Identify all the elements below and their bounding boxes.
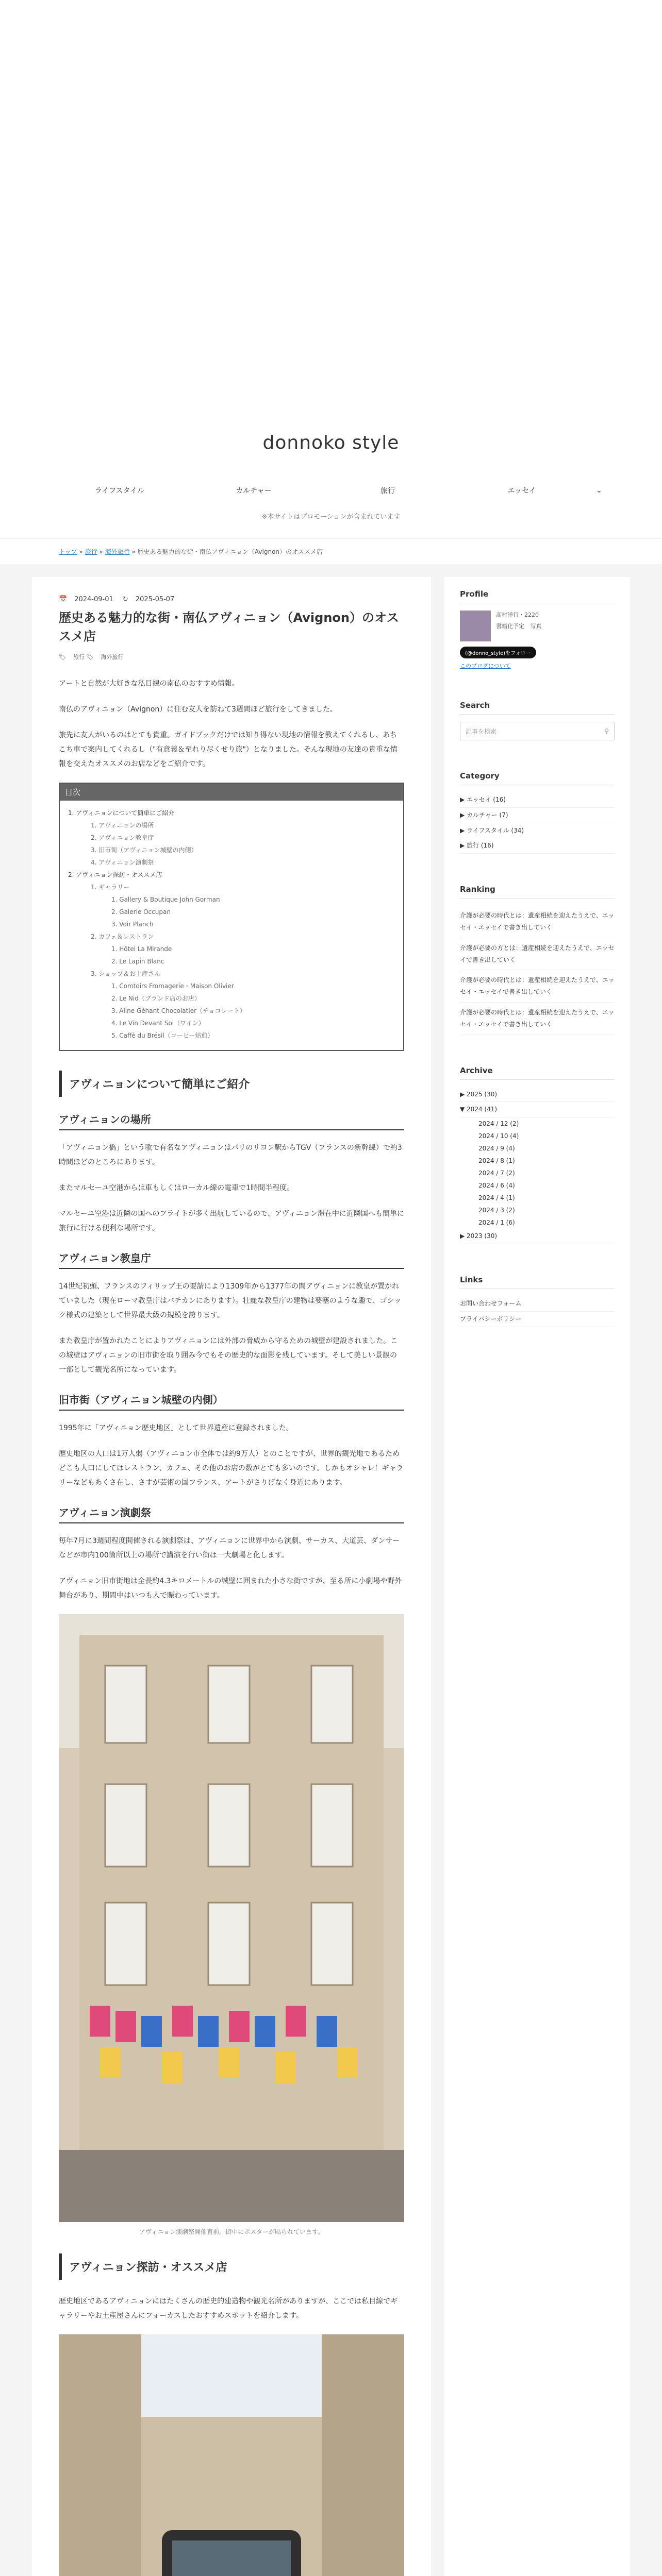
- category-label: 旅行 (16): [467, 842, 494, 850]
- links-widget: [460, 1275, 615, 1327]
- nav-item-culture[interactable]: カルチャー: [236, 487, 272, 495]
- search-input[interactable]: [460, 722, 615, 740]
- breadcrumb-current: 歴史ある魅力的な街・南仏アヴィニョン（Avignon）のオススメ店: [137, 548, 323, 555]
- paragraph: 「アヴィニョン橋」という歌で有名なアヴィニョンはパリのリヨン駅からTGV（フランスの新幹線）で約3時間ほどのところにあります。: [59, 1144, 402, 1166]
- article-dates: [59, 596, 404, 603]
- table-of-contents: [59, 783, 404, 1051]
- tag-icon: 🏷: [59, 654, 66, 660]
- intro-paragraph: 南仏のアヴィニョン（Avignon）に住む友人を訪ねて3週間ほど旅行をしてきました。: [59, 705, 337, 714]
- nav-item-essay[interactable]: エッセイ: [507, 487, 536, 495]
- breadcrumb-home[interactable]: トップ: [59, 548, 77, 555]
- breadcrumb-separator: »: [99, 548, 105, 555]
- nav-item-travel[interactable]: 旅行: [380, 487, 395, 495]
- profile-row: [460, 611, 615, 641]
- sidebar: [444, 577, 630, 2576]
- toc-item[interactable]: 3. Aline Géhant Chocolatier（チョコレート）: [111, 1007, 246, 1014]
- promotion-notice: ※本サイトはプロモーションが含まれています: [261, 513, 401, 521]
- profile-tags: [496, 622, 542, 630]
- archive-month[interactable]: 2024 / 12 (2): [478, 1120, 519, 1128]
- toc-item[interactable]: 1. アヴィニョンについて簡単にご紹介: [68, 809, 175, 817]
- toc-item[interactable]: 2. Galerie Occupan: [111, 908, 171, 916]
- profile-name: 高村洋行・2220: [496, 612, 539, 618]
- subsection-heading: アヴィニョン演劇祭: [59, 1504, 404, 1523]
- category-label: エッセイ (16): [467, 796, 506, 803]
- toc-list: [60, 801, 403, 1050]
- breadcrumb: [0, 538, 662, 564]
- archive-month[interactable]: 2024 / 8 (1): [478, 1157, 515, 1165]
- festival-posters-photo: [59, 1614, 404, 2222]
- widget-title: Search: [460, 701, 615, 715]
- photo-caption: アヴィニョン演劇祭開催直前。街中にポスターが貼られています。: [139, 2228, 324, 2235]
- toc-item[interactable]: 1. アヴィニョンの場所: [91, 822, 154, 829]
- breadcrumb-separator: »: [131, 548, 138, 555]
- toc-item[interactable]: 3. 旧市街（アヴィニョン城壁の内側）: [91, 846, 197, 854]
- archive-list: [460, 1087, 615, 1244]
- ranking-item[interactable]: 介護が必要の方とは：遺産相続を迎えたうえで、エッセイで書き出していく: [460, 938, 615, 971]
- search-placeholder: 記事を検索: [466, 727, 497, 735]
- updated-date: 2025-05-07: [135, 596, 175, 603]
- toc-item[interactable]: 1. Comtoirs Fromagerie・Maison Olivier: [111, 982, 234, 990]
- toc-item[interactable]: 4. アヴィニョン演劇祭: [91, 859, 154, 866]
- toc-item[interactable]: 1. Gallery & Boutique John Gorman: [111, 896, 220, 903]
- subsection-heading: 旧市街（アヴィニョン城壁の内側）: [59, 1392, 404, 1411]
- ranking-item[interactable]: 介護が必要の時代とは：遺産相続を迎えたうえで、エッセイ・エッセイで書き出していく: [460, 970, 615, 1003]
- breadcrumb-separator: »: [79, 548, 85, 555]
- section-heading: アヴィニョン探訪・オススメ店: [59, 2253, 404, 2280]
- category-label: ライフスタイル (34): [467, 826, 524, 834]
- paragraph: 歴史地区であるアヴィニョンにはたくさんの歴史的建造物や観光名所がありますが、ここでは私目線でギャラリーやお土産屋さんにフォーカスしたおすすめスポットを紹介します。: [59, 2297, 398, 2320]
- paragraph: マルセーユ空港は近隣の国へのフライトが多く出航しているので、アヴィニョン滞在中に近隣国へも簡単に旅行に行ける便利な場所です。: [59, 1210, 404, 1232]
- archive-year[interactable]: ▶ 2023 (30): [460, 1229, 615, 1244]
- category-item[interactable]: ▶ 旅行 (16): [460, 838, 615, 854]
- toc-item[interactable]: 2. アヴィニョン探訪・オススメ店: [68, 871, 162, 878]
- archive-year[interactable]: ▼ 2024 (41): [460, 1102, 615, 1117]
- intro-paragraph: 旅先に友人がいるのはとても貴重。ガイドブックだけでは知り得ない現地の情報を教えてくれるし、あちこち車で案内してくれるし（"有意義＆至れり尽くせり旅"）となりました。そんな現地の友達の貴重な情報を交えたオススメのお店などをご紹介です。: [59, 731, 398, 768]
- toc-item[interactable]: 5. Caffè du Brésil（コーヒー焙煎）: [111, 1032, 214, 1039]
- subsection-heading: アヴィニョン教皇庁: [59, 1250, 404, 1269]
- widget-title: Ranking: [460, 885, 615, 899]
- ranking-widget: [460, 885, 615, 1035]
- breadcrumb-overseas[interactable]: 海外旅行: [105, 548, 130, 555]
- tour-bus-photo: [59, 2334, 404, 2576]
- tag-travel[interactable]: 旅行: [73, 654, 85, 660]
- privacy-link[interactable]: プライバシーポリシー: [460, 1312, 615, 1327]
- widget-title: Profile: [460, 589, 615, 603]
- calendar-icon: 📅: [59, 596, 68, 603]
- toc-item[interactable]: 2. Le Lapin Blanc: [111, 958, 164, 965]
- paragraph: 歴史地区の人口は1万人弱（アヴィニョン市全体では約9万人）とのことですが、世界的観光地であるためどこも人口にしてはレストラン、カフェ、その他のお店の数がとても多いのです。しかもオシャレ！ギャラリーなどもあくさ在し、さすが芸術の国フランス、アートがさりげなく身近にあります。: [59, 1450, 404, 1487]
- paragraph: 毎年7月に3週間程度開催される演劇祭は、アヴィニョンに世界中から演劇、サーカス、大道芸、ダンサーなどが市内100箇所以上の場所で講演を行い街は一大劇場と化します。: [59, 1537, 400, 1560]
- paragraph: 14世紀初頭、フランスのフィリップ王の要請により1309年から1377年の間アヴィニョンに教皇が置かれていました（現在ローマ教皇庁はバチカンにあります）。壮麗な教皇庁の建物は要塞のような趣で、ゴシック様式の建築として世界最大級の規模を誇ります。: [59, 1282, 402, 1319]
- widget-title: Category: [460, 771, 615, 785]
- profile-tag: 書籍化予定: [496, 623, 524, 630]
- toc-item[interactable]: 1. Hôtel La Mirande: [111, 945, 172, 953]
- archive-month[interactable]: 2024 / 1 (6): [478, 1219, 515, 1227]
- category-label: カルチャー (7): [467, 811, 508, 819]
- site-header: [0, 0, 662, 538]
- street-photo-illustration: [59, 1614, 404, 2222]
- paragraph: 1995年に「アヴィニョン歴史地区」として世界遺産に登録されました。: [59, 1424, 293, 1432]
- global-nav: [32, 474, 630, 507]
- profile-info: [496, 611, 542, 641]
- archive-month[interactable]: 2024 / 4 (1): [478, 1194, 515, 1202]
- article-tags: [59, 653, 404, 661]
- article: [32, 577, 431, 2576]
- category-item[interactable]: ▶ ライフスタイル (34): [460, 823, 615, 839]
- archive-month[interactable]: 2024 / 6 (4): [478, 1182, 515, 1190]
- archive-widget: [460, 1066, 615, 1244]
- ranking-item[interactable]: 介護が必要の時代とは：遺産相続を迎えたうえで、エッセイ・エッセイで書き出していく: [460, 1003, 615, 1035]
- about-link[interactable]: このブログについて: [460, 663, 511, 669]
- widget-title: Archive: [460, 1066, 615, 1080]
- category-widget: [460, 771, 615, 854]
- category-item[interactable]: ▶ エッセイ (16): [460, 792, 615, 808]
- tag-icon: 🏷: [86, 654, 94, 660]
- toc-item[interactable]: 3. ショップ＆お土産さん: [91, 970, 161, 977]
- tag-overseas-travel[interactable]: 海外旅行: [101, 654, 124, 660]
- toc-item[interactable]: 1. ギャラリー: [91, 884, 130, 891]
- archive-year[interactable]: ▶ 2025 (30): [460, 1087, 615, 1103]
- profile-widget: [460, 589, 615, 670]
- follow-button[interactable]: (@donno_style)をフォロー: [460, 647, 536, 658]
- intro-paragraph: アートと自然が大好きな私目線の南仏のおすすめ情報。: [59, 680, 239, 688]
- article-title: 歴史ある魅力的な街・南仏アヴィニョン（Avignon）のオススメ店: [59, 611, 399, 643]
- category-item[interactable]: ▶ カルチャー (7): [460, 808, 615, 823]
- contact-link[interactable]: お問い合わせフォーム: [460, 1296, 615, 1312]
- toc-item[interactable]: 4. Le Vin Devant Soi（ワイン）: [111, 1020, 205, 1027]
- site-title[interactable]: donnoko style: [262, 432, 400, 453]
- toc-item[interactable]: 2. アヴィニョン教皇庁: [91, 834, 154, 841]
- nav-item-lifestyle[interactable]: ライフスタイル: [94, 487, 145, 495]
- breadcrumb-travel[interactable]: 旅行: [85, 548, 97, 555]
- ranking-item[interactable]: 介護が必要の時代とは：遺産相続を迎えたうえで、エッセイ・エッセイで書き出していく: [460, 906, 615, 938]
- refresh-icon: ↻: [122, 596, 128, 603]
- search-icon[interactable]: ⚲: [604, 727, 609, 735]
- toc-item[interactable]: 2. カフェ＆レストラン: [91, 933, 154, 940]
- toc-title: 目次: [60, 784, 403, 801]
- archive-month[interactable]: 2024 / 10 (4): [478, 1132, 519, 1140]
- archive-month[interactable]: 2024 / 7 (2): [478, 1170, 515, 1177]
- paragraph: またマルセーユ空港からは車もしくはローカル線の電車で1時間半程度。: [59, 1184, 294, 1192]
- chevron-down-icon[interactable]: ⌄: [596, 486, 602, 495]
- published-date: 2024-09-01: [74, 596, 113, 603]
- paragraph: アヴィニョン旧市街地は全長約4.3キロメートルの城壁に囲まれた小さな街ですが、至る所に小劇場や野外舞台があり、期間中はいつも人で賑わっています。: [59, 1577, 402, 1600]
- toc-item[interactable]: 2. Le Nid（ブランド店のお店）: [111, 995, 201, 1002]
- widget-title: Links: [460, 1275, 615, 1289]
- search-widget: [460, 701, 615, 740]
- subsection-heading: アヴィニョンの場所: [59, 1111, 404, 1130]
- profile-tag: 写真: [530, 623, 542, 630]
- toc-item[interactable]: 3. Voir Planch: [111, 921, 154, 928]
- archive-month[interactable]: 2024 / 9 (4): [478, 1145, 515, 1153]
- section-heading: アヴィニョンについて簡単にご紹介: [59, 1071, 404, 1097]
- alley-photo-illustration: [59, 2334, 404, 2576]
- paragraph: また教皇庁が置かれたことによりアヴィニョンには外部の脅威から守るための城壁が建設されました。この城壁はアヴィニョンの旧市街を取り囲み今でもその歴史的な面影を残しています。そして美しい景観の一部として観光名所になっています。: [59, 1337, 398, 1374]
- avatar[interactable]: [460, 611, 491, 641]
- archive-month[interactable]: 2024 / 3 (2): [478, 1207, 515, 1214]
